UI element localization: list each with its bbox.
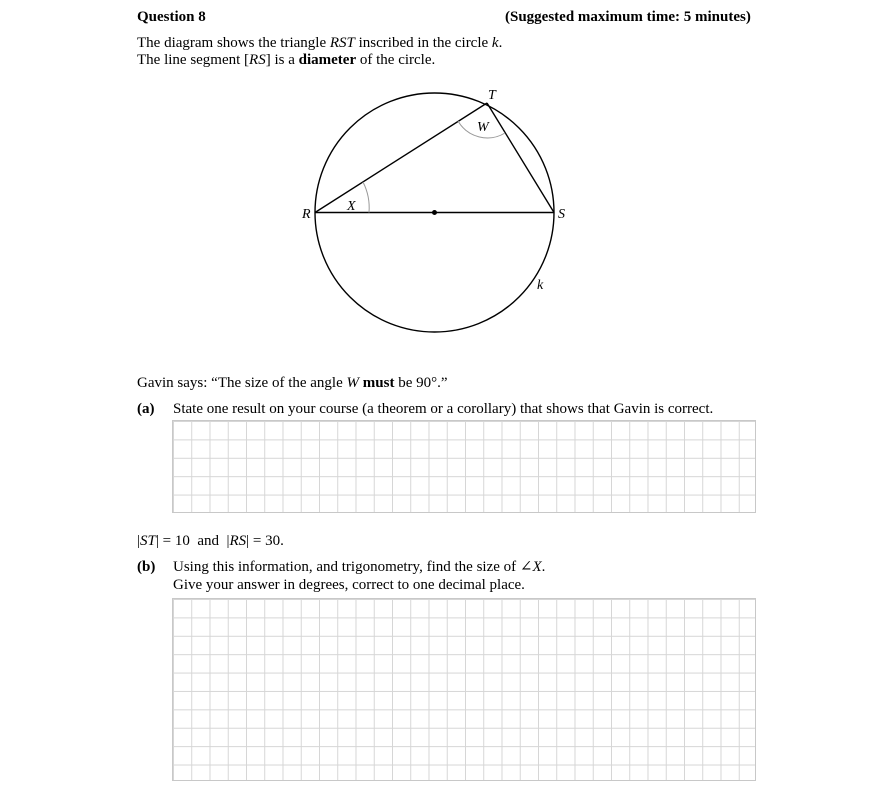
side-RT <box>315 103 487 213</box>
side-TS <box>487 103 554 213</box>
segment-name: RS <box>249 52 266 68</box>
circle-diagram <box>0 0 892 360</box>
statement-must: must <box>362 375 395 391</box>
part-b-label-text: (b) <box>137 559 156 575</box>
abs-open-st: | <box>137 533 141 549</box>
statement-end: be 90°.” <box>394 375 448 391</box>
part-b-line-1-pre: Using this information, and trigonometry, find the size of ∠ <box>173 559 533 575</box>
question-label: Question 8 <box>137 9 206 25</box>
answer-grid-b[interactable] <box>172 598 756 781</box>
intro-line-1-pre: The diagram shows the triangle <box>137 35 330 51</box>
answer-grid-a[interactable] <box>172 420 756 513</box>
angle-X-arc <box>363 182 369 213</box>
label-S: S <box>558 207 565 222</box>
rs-value: | = 30. <box>246 533 284 549</box>
part-b-angle: X <box>532 559 542 575</box>
intro-line-1-mid: inscribed in the circle <box>354 35 492 51</box>
statement-pre: Gavin says: “The size of the angle <box>137 375 347 391</box>
part-a-label <box>137 400 155 418</box>
gavin-statement <box>137 374 448 392</box>
label-R: R <box>302 207 311 222</box>
label-W: W <box>477 120 489 135</box>
label-T: T <box>488 88 496 103</box>
intro-line-2-pre: The line segment [ <box>137 52 250 68</box>
label-k: k <box>537 278 544 293</box>
part-b-line-1 <box>173 558 545 576</box>
diameter-word: diameter <box>298 52 357 68</box>
segment-RS: RS <box>229 533 247 549</box>
intro-line-2-mid: ] is a <box>265 52 299 68</box>
segment-ST: ST <box>140 533 156 549</box>
label-X: X <box>347 199 356 214</box>
triangle-name: RST <box>329 35 355 51</box>
time-note-text: (Suggested maximum time: 5 minutes) <box>505 9 751 25</box>
part-b-label <box>137 558 155 576</box>
part-a-text: State one result on your course (a theorem or a corollary) that shows that Gavin is correct. <box>173 401 714 417</box>
centre-point <box>432 210 437 215</box>
st-value: | = 10 and | <box>155 533 230 549</box>
intro-line-1-end: . <box>498 35 503 51</box>
statement-angle: W <box>346 375 360 391</box>
part-b-line-2: Give your answer in degrees, correct to one decimal place. <box>173 577 525 593</box>
given-values <box>137 532 284 550</box>
intro-line-2-end: of the circle. <box>356 52 436 68</box>
circle-name: k <box>491 35 499 51</box>
part-a-label-text: (a) <box>137 401 155 417</box>
part-b-line-1-end: . <box>541 559 546 575</box>
